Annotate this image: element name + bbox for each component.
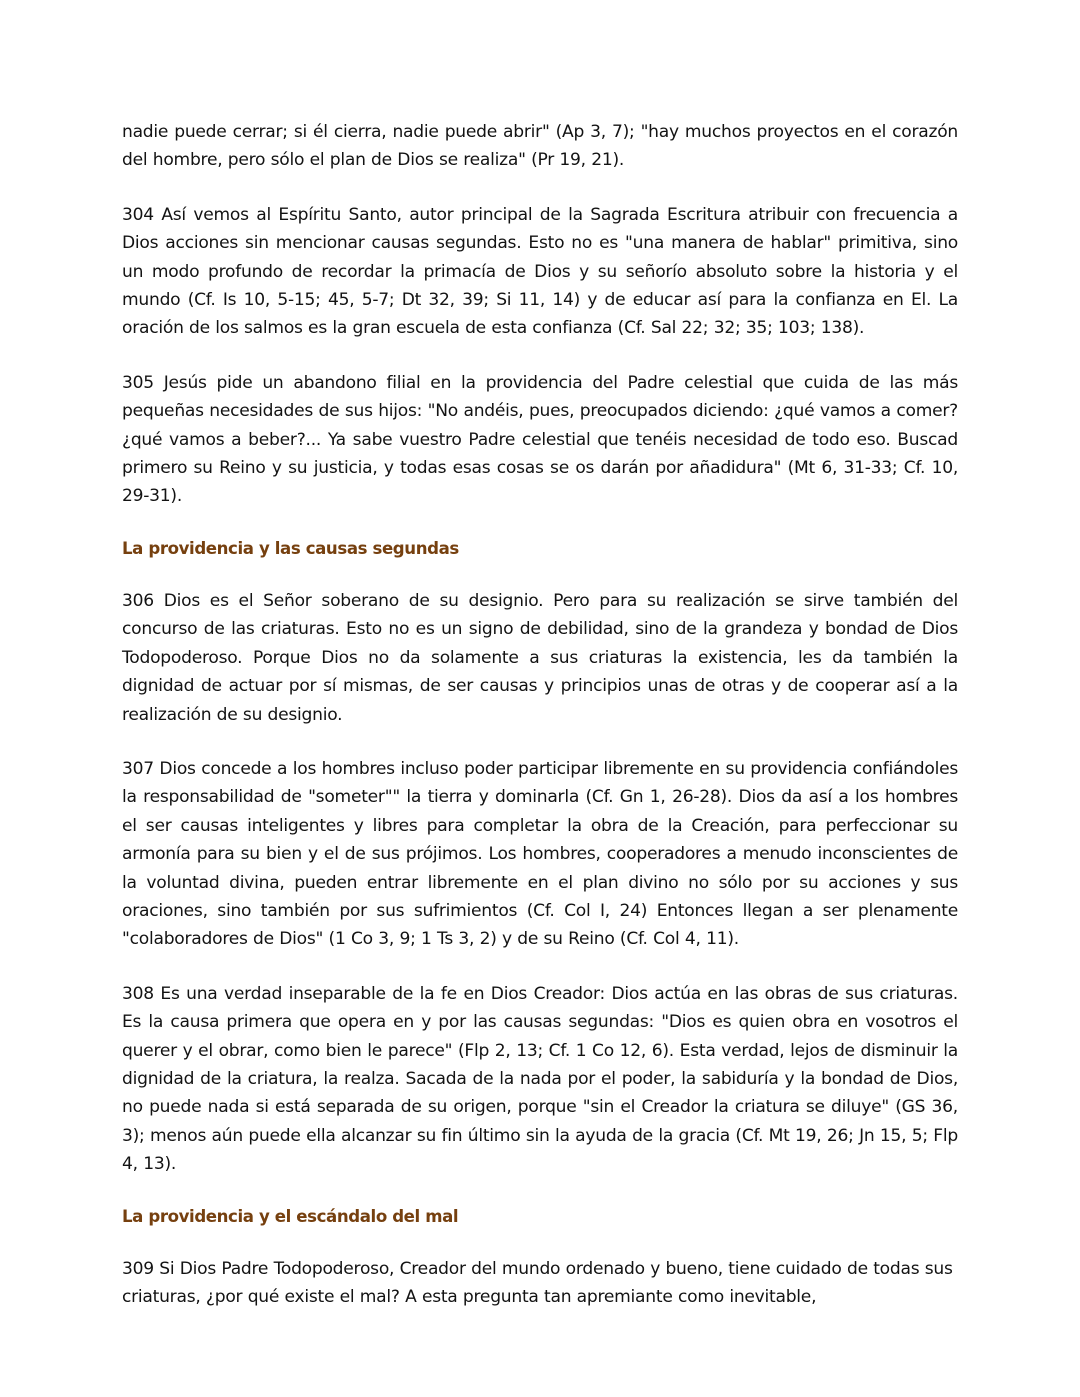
paragraph-307: 307 Dios concede a los hombres incluso poder participar libremente en su providencia confiándoles la responsabilidad de "someter"" la tierra y dominarla (Cf. Gn 1, 26-28). Dios da así a los hombres el ser causas inteligentes y libres para completar la obra de la Creación, para perfeccionar su armonía para su bien y el de sus prójimos. Los hombres, cooperadores a menudo inconscientes de la voluntad divina, pueden entrar libremente en el plan divino no sólo por su acciones y sus oraciones, sino también por sus sufrimientos (Cf. Col I, 24) Entonces llegan a ser plenamente "colaboradores de Dios" (1 Co 3, 9; 1 Ts 3, 2) y de su Reino (Cf. Col 4, 11). — [122, 758, 958, 950]
section-heading-la-providencia-y-el-escandalo-del-mal: La providencia y el escándalo del mal — [122, 1206, 459, 1226]
paragraph-305: 305 Jesús pide un abandono filial en la providencia del Padre celestial que cuida de las más pequeñas necesidades de sus hijos: "No andéis, pues, preocupados diciendo: ¿qué vamos a comer? ¿qué vamos a beber?... Ya sabe vuestro Padre celestial que tenéis necesidad de todo eso. Buscad primero su Reino y su justicia, y todas esas cosas se os darán por añadidura" (Mt 6, 31-33; Cf. 10, 29-31). — [122, 372, 958, 507]
paragraph-303-continuation: nadie puede cerrar; si él cierra, nadie puede abrir" (Ap 3, 7); "hay muchos proyectos en el corazón del hombre, pero sólo el plan de Dios se realiza" (Pr 19, 21). — [122, 122, 958, 171]
document-content-column — [122, 118, 958, 1311]
paragraph-306: 306 Dios es el Señor soberano de su designio. Pero para su realización se sirve también del concurso de las criaturas. Esto no es un signo de debilidad, sino de la grandeza y bondad de Dios Todopoderoso. Porque Dios no da solamente a sus criaturas la existencia, les da también la dignidad de actuar por sí mismas, de ser causas y principios unas de otras y de cooperar así a la realización de su designio. — [122, 590, 958, 725]
paragraph-308: 308 Es una verdad inseparable de la fe en Dios Creador: Dios actúa en las obras de sus criaturas. Es la causa primera que opera en y por las causas segundas: "Dios es quien obra en vosotros el querer y el obrar, como bien le parece" (Flp 2, 13; Cf. 1 Co 12, 6). Esta verdad, lejos de disminuir la dignidad de la criatura, la realza. Sacada de la nada por el poder, la sabiduría y la bondad de Dios, no puede nada si está separada de su origen, porque "sin el Creador la criatura se diluye" (GS 36, 3); menos aún puede ella alcanzar su fin último sin la ayuda de la gracia (Cf. Mt 19, 26; Jn 15, 5; Flp 4, 13). — [122, 983, 958, 1175]
section-heading-la-providencia-y-las-causas-segundas: La providencia y las causas segundas — [122, 538, 459, 558]
paragraph-309: 309 Si Dios Padre Todopoderoso, Creador del mundo ordenado y bueno, tiene cuidado de todas sus criaturas, ¿por qué existe el mal? A esta pregunta tan apremiante como inevitable, — [122, 1258, 953, 1307]
paragraph-304: 304 Así vemos al Espíritu Santo, autor principal de la Sagrada Escritura atribuir con frecuencia a Dios acciones sin mencionar causas segundas. Esto no es "una manera de hablar" primitiva, sino un modo profundo de recordar la primacía de Dios y su señorío absoluto sobre la historia y el mundo (Cf. Is 10, 5-15; 45, 5-7; Dt 32, 39; Si 11, 14) y de educar así para la confianza en El. La oración de los salmos es la gran escuela de esta confianza (Cf. Sal 22; 32; 35; 103; 138). — [122, 204, 958, 339]
